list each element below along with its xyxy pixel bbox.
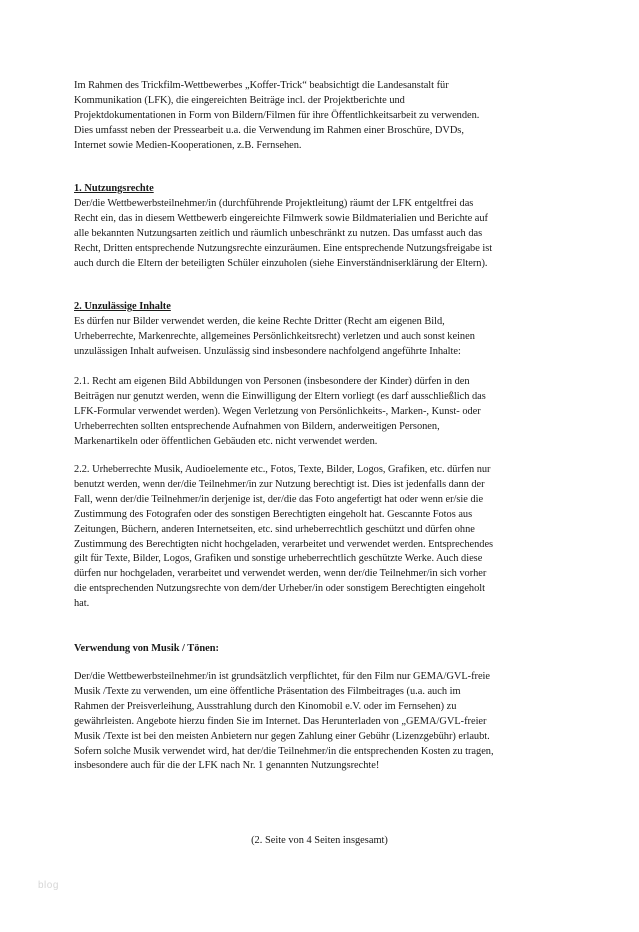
- intro-line: Internet sowie Medien-Kooperationen, z.B. Fernsehen.: [74, 139, 302, 151]
- subsection-line: die entsprechenden Nutzungsrechte von dem/der Urheber/in oder sonstigem Berechtigten eingeholt: [74, 583, 486, 595]
- section-line: Urheberrechte, Markenrechte, allgemeines Persönlichkeitsrecht) verletzen und auch sonst keinen: [74, 330, 475, 342]
- section-line: Der/die Wettbewerbsteilnehmer/in ist grundsätzlich verpflichtet, für den Film nur GEMA/GVL-freie: [74, 671, 491, 682]
- intro-line: Im Rahmen des Trickfilm-Wettbewerbes „Koffer-Trick“ beabsichtigt die Landesanstalt für: [74, 80, 449, 91]
- section-line: Musik /Texte ist bei den meisten Anbietern nur gegen Zahlung einer Gebühr (Lizenzgebühr) erlaubt.: [74, 730, 490, 742]
- subsection-line: gilt für Texte, Bilder, Logos, Grafiken und sonstige urheberrechtlich geschützte Werke. Auch diese: [74, 553, 483, 565]
- subsection-line: Zustimmung des Berechtigten nicht hochgeladen, verarbeitet und verwendet werden. Entsprechendes: [74, 538, 494, 550]
- section-line: Recht ein, das in diesem Wettbewerb eingereichte Filmwerk sowie Bildmaterialien und Berichte auf: [74, 212, 488, 224]
- intro-line: Kommunikation (LFK), die eingereichten Beiträge incl. der Projektberichte und: [74, 94, 405, 106]
- subsection-2-1: [74, 375, 574, 450]
- page-number-note: (2. Seite von 4 Seiten insgesamt): [251, 835, 388, 846]
- watermark-text: blog: [38, 880, 59, 891]
- section-line: insbesondere auch für die der LFK nach Nr. 1 genannten Nutzungsrechte!: [74, 760, 380, 772]
- musik-paragraph: [74, 670, 574, 774]
- section-unzulaessige-inhalte: [74, 300, 574, 360]
- subsection-line: Zustimmung des Fotografen oder des sonstigen Berechtigten eingeholt hat. Gescannte Fotos aus: [74, 508, 473, 520]
- section-line: Es dürfen nur Bilder verwendet werden, die keine Rechte Dritter (Recht am eigenen Bild,: [74, 315, 445, 327]
- section-line: Sofern solche Musik verwendet wird, hat der/die Teilnehmer/in die entsprechenden Kosten zu tragen,: [74, 745, 494, 757]
- section-line: Musik /Texte zu verwenden, um eine öffentliche Präsentation des Filmbeitrages (u.a. auch im: [74, 685, 461, 697]
- subsection-line: LFK-Formular verwendet werden). Wegen Verletzung von Persönlichkeits-, Marken-, Kunst- oder: [74, 405, 481, 417]
- intro-paragraph: [74, 79, 574, 154]
- section-line: unzulässigen Inhalt aufweisen. Unzulässig sind insbesondere nachfolgend angeführte Inhalte:: [74, 345, 461, 357]
- intro-line: Dies umfasst neben der Pressearbeit u.a. die Verwendung im Rahmen einer Broschüre, DVDs,: [74, 124, 464, 136]
- subsection-line: Urheberrechten sollten entsprechende Aufnahmen von Bildern, anderweitigen Personen,: [74, 420, 440, 432]
- subsection-line: Zeitungen, Büchern, anderen Internetseiten, etc. sind urheberrechtlich geschützt und dürfen ohne: [74, 523, 475, 535]
- section-line: Der/die Wettbewerbsteilnehmer/in (durchführende Projektleitung) räumt der LFK entgeltfrei das: [74, 197, 474, 209]
- subsection-line: dürfen nur hochgeladen, verarbeitet und verwendet werden, wenn der/die Teilnehmer/in sich vorher: [74, 568, 487, 580]
- section-line: gewährleisten. Angebote hierzu finden Sie im Internet. Das Herunterladen von „GEMA/GVL-freier: [74, 715, 487, 727]
- subsection-line: 2.2. Urheberrechte Musik, Audioelemente etc., Fotos, Texte, Bilder, Logos, Grafiken, etc. dürfen nur: [74, 464, 491, 475]
- section-heading: 1. Nutzungsrechte: [74, 183, 154, 194]
- section-heading: Verwendung von Musik / Tönen:: [74, 643, 219, 654]
- section-line: Recht, Dritten entsprechende Nutzungsrechte einzuräumen. Eine entsprechende Nutzungsfreigabe ist: [74, 242, 493, 254]
- subsection-line: Fall, wenn der/die Teilnehmer/in derjenige ist, der/die das Foto angefertigt hat oder wenn er/sie die: [74, 493, 484, 505]
- section-nutzungsrechte: [74, 182, 574, 271]
- intro-line: Projektdokumentationen in Form von Bildern/Filmen für ihre Öffentlichkeitsarbeit zu verwenden.: [74, 109, 480, 121]
- section-heading: 2. Unzulässige Inhalte: [74, 301, 171, 312]
- subsection-line: 2.1. Recht am eigenen Bild Abbildungen von Personen (insbesondere der Kinder) dürfen in den: [74, 376, 470, 387]
- subsection-line: Beiträgen nur genutzt werden, wenn die Einwilligung der Eltern vorliegt (es darf ausschließlich das: [74, 390, 486, 402]
- section-line: Rahmen der Preisverleihung, Ausstrahlung durch den Kinomobil e.V. oder im Fernsehen) zu: [74, 700, 457, 712]
- section-line: auch durch die Eltern der beteiligten Schüler einzuholen (siehe Einverständniserklärung der Eltern).: [74, 257, 488, 269]
- subsection-line: hat.: [74, 598, 90, 610]
- section-line: alle bekannten Nutzungsarten zeitlich und räumlich unbeschränkt zu nutzen. Das umfasst auch das: [74, 227, 483, 239]
- subsection-line: benutzt werden, wenn der/die Teilnehmer/in zur Nutzung berechtigt ist. Dies ist jedenfalls dann der: [74, 478, 485, 490]
- subsection-2-2: [74, 463, 574, 612]
- subsection-line: Markenartikeln oder öffentlichen Gebäuden etc. nicht verwendet werden.: [74, 435, 378, 447]
- section-musik-toene: [74, 642, 574, 657]
